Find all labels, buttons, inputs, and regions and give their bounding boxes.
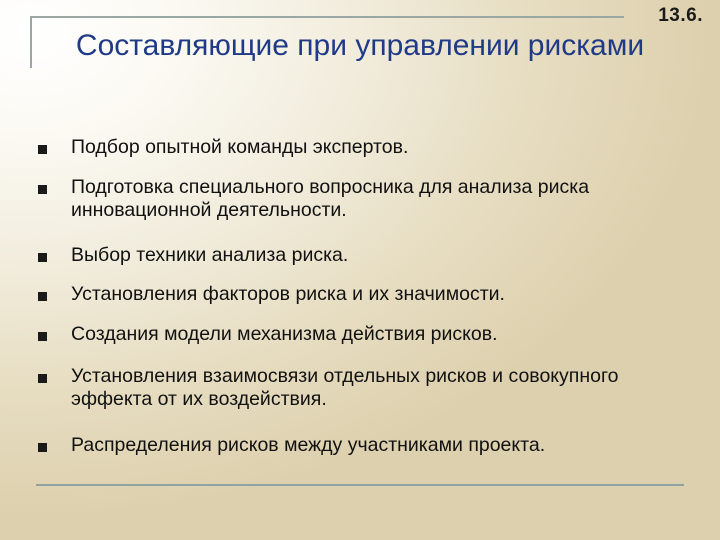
title-frame-left-border (30, 16, 32, 68)
bullet-text: Создания модели механизма действия рисков. (71, 323, 498, 345)
title-frame-top-border (30, 16, 624, 18)
square-bullet-icon (38, 332, 47, 341)
bullet-item (34, 283, 505, 306)
square-bullet-icon (38, 443, 47, 452)
bullet-text: Установления факторов риска и их значимости. (71, 283, 505, 305)
bullet-text: Распределения рисков между участниками проекта. (71, 434, 546, 456)
bullet-text: Подготовка специального вопросника для анализа риска инновационной деятельности. (71, 176, 590, 221)
square-bullet-icon (38, 292, 47, 301)
square-bullet-icon (38, 185, 47, 194)
bullet-text: Подбор опытной команды экспертов. (71, 136, 409, 158)
bullet-item (34, 176, 684, 222)
square-bullet-icon (38, 253, 47, 262)
bullet-item (34, 136, 408, 159)
square-bullet-icon (38, 145, 47, 154)
square-bullet-icon (38, 374, 47, 383)
footer-divider (36, 484, 684, 486)
bullet-text: Установления взаимосвязи отдельных рисков и совокупного эффекта от их воздействия. (71, 365, 619, 410)
bullet-item (34, 434, 545, 457)
bullet-item (34, 323, 498, 346)
bullet-text: Выбор техники анализа риска. (71, 244, 349, 266)
bullet-item (34, 244, 348, 267)
slide-title: Составляющие при управлении рисками (75, 29, 645, 62)
bullet-item (34, 365, 684, 411)
slide-number: 13.6. (658, 5, 703, 26)
